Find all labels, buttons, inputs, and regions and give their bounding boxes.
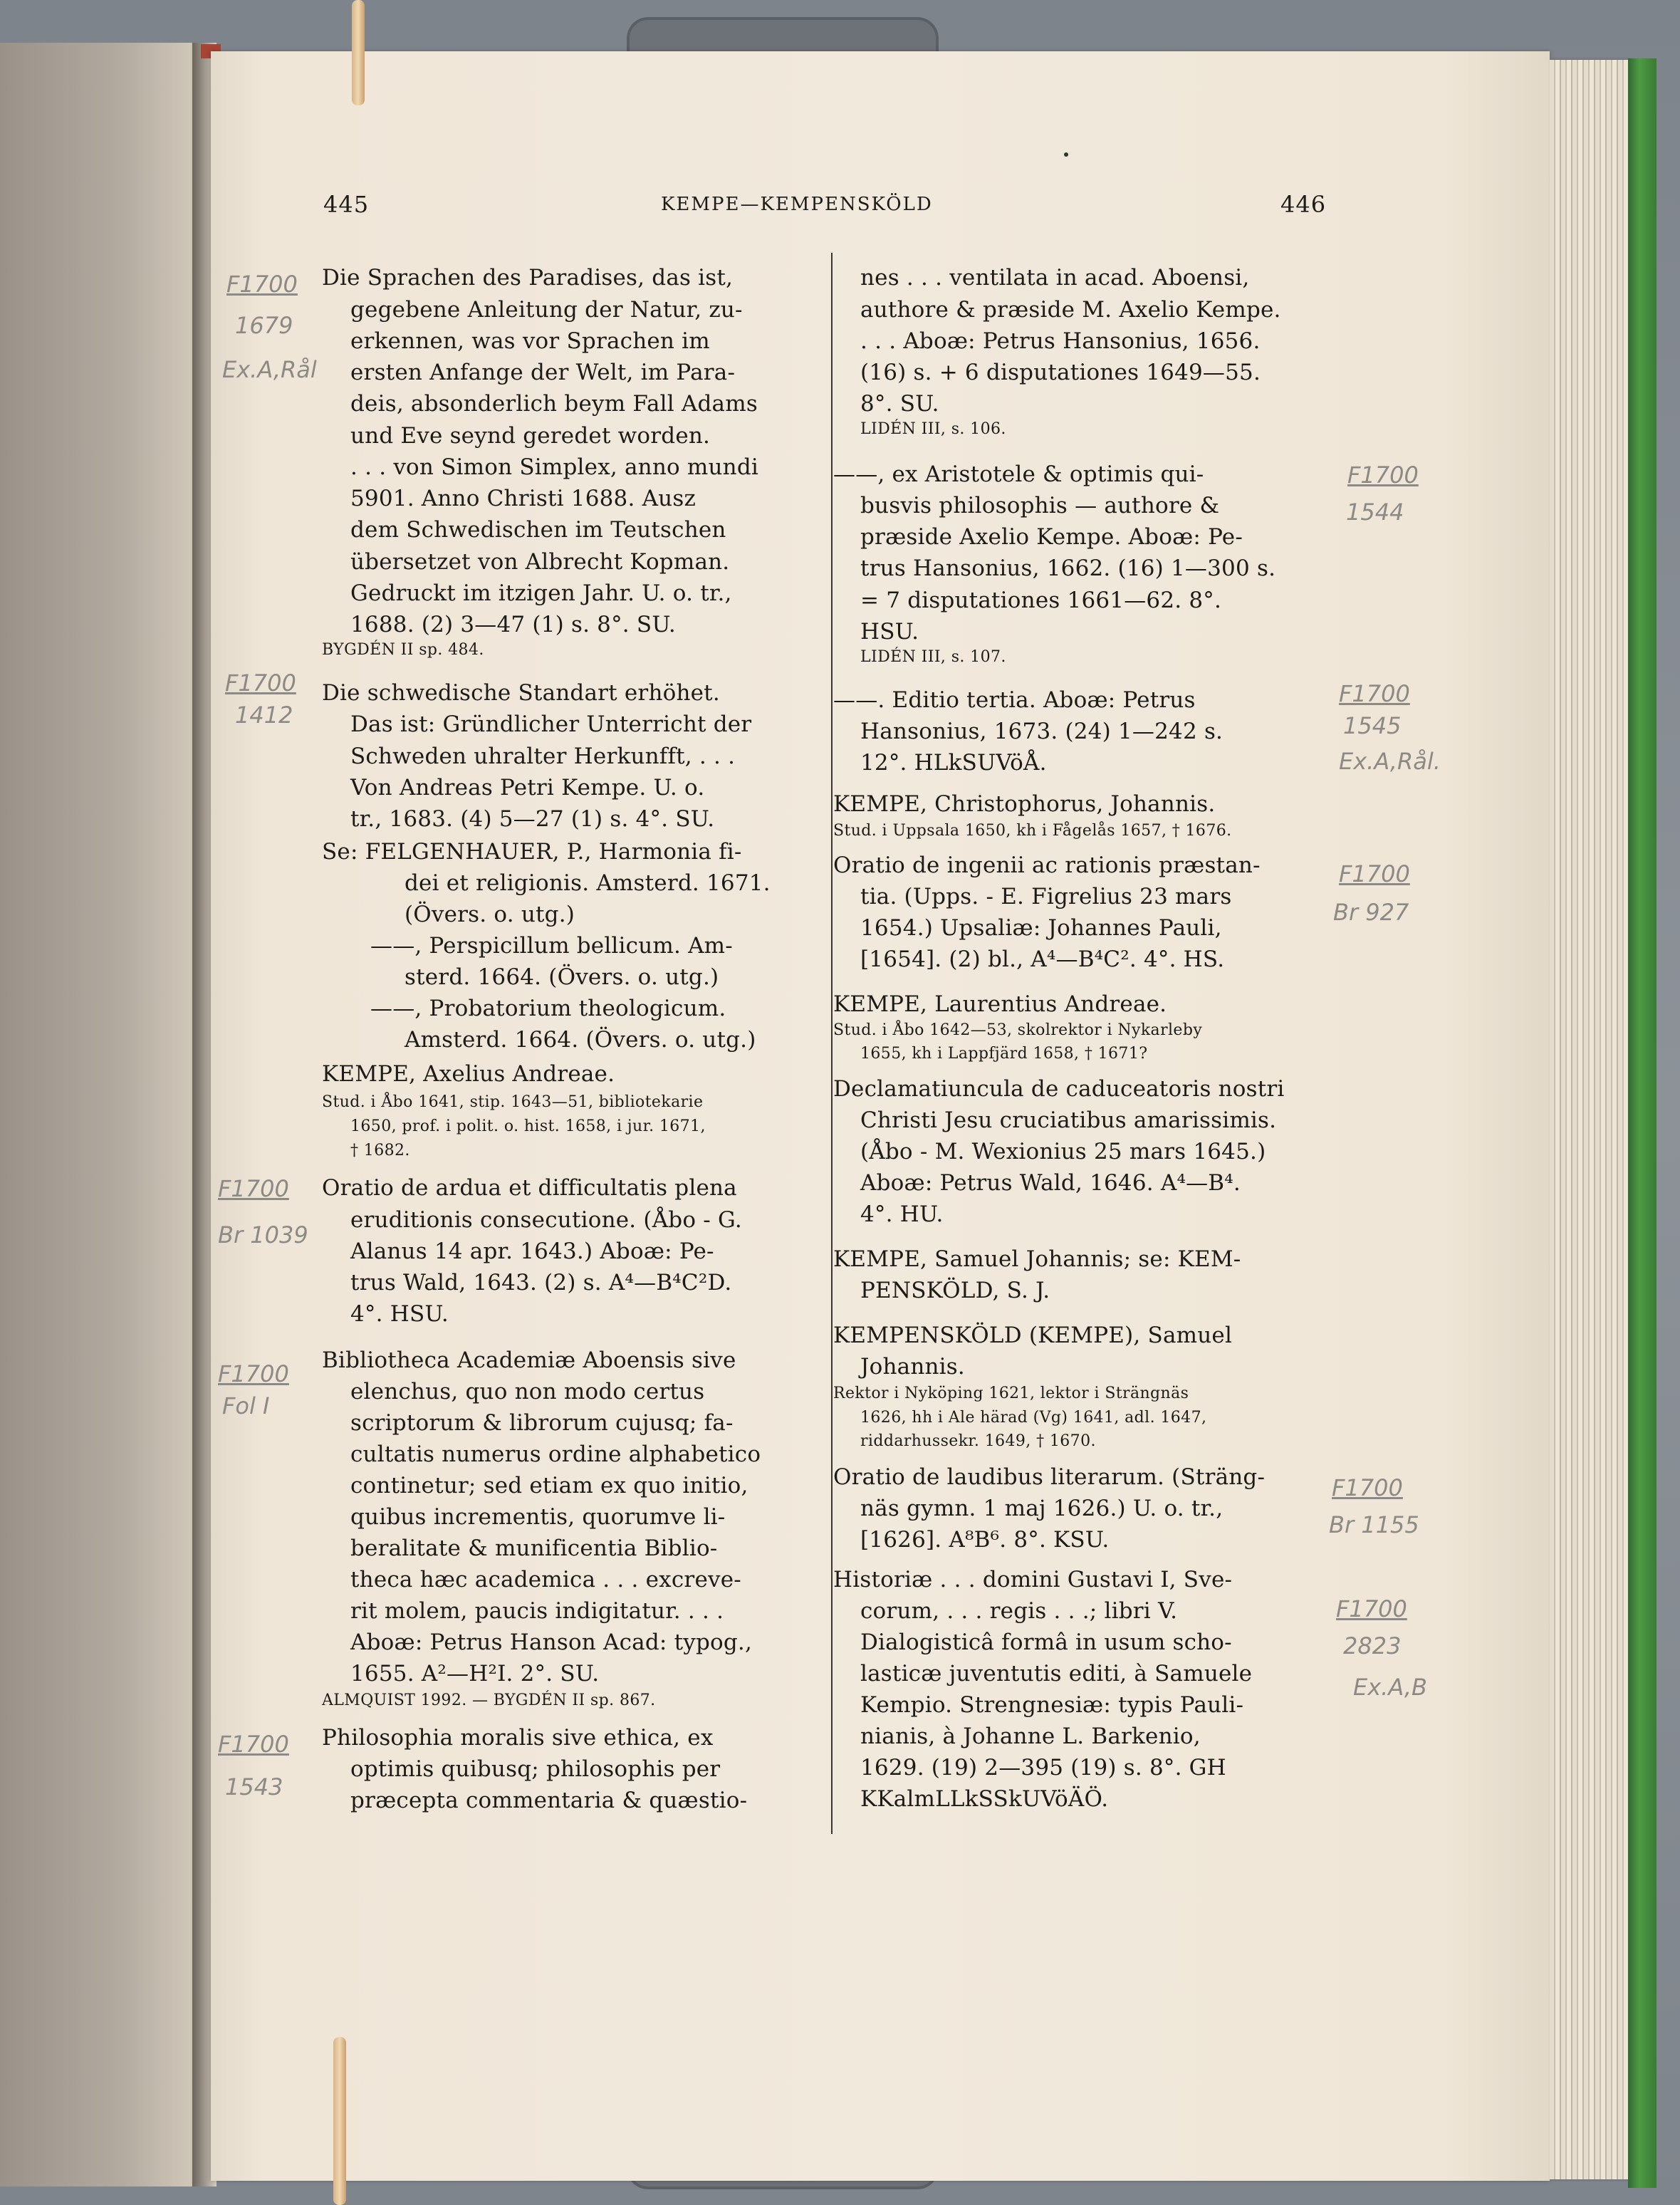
wooden-peg-top: [352, 0, 365, 105]
margin-note: F1700: [1336, 1595, 1407, 1622]
margin-note: 2823: [1343, 1632, 1402, 1659]
left-column-line: Von Andreas Petri Kempe. U. o.: [350, 775, 705, 801]
margin-note: 1543: [225, 1773, 283, 1800]
margin-note: F1700: [218, 1360, 289, 1387]
margin-note: Ex.A,Rål: [222, 356, 317, 383]
wooden-peg-bottom: [333, 2037, 346, 2205]
left-column-line: præcepta commentaria & quæstio-: [350, 1788, 748, 1813]
right-column-line: [1654]. (2) bl., A⁴—B⁴C². 4°. HS.: [860, 947, 1225, 972]
column-rule: [831, 253, 833, 1834]
right-column-line: KKalmLLkSSkUVöÄÖ.: [860, 1786, 1109, 1812]
left-column-line: Das ist: Gründlicher Unterricht der: [350, 711, 752, 737]
right-column-line: KEMPENSKÖLD (KEMPE), Samuel: [833, 1323, 1233, 1348]
left-column-line: Schweden uhralter Herkunfft, . . .: [350, 744, 736, 769]
left-column-line: . . . von Simon Simplex, anno mundi: [350, 454, 759, 480]
left-column-line: rit molem, paucis indigitatur. . . .: [350, 1598, 724, 1624]
left-column-line: 1688. (2) 3—47 (1) s. 8°. SU.: [350, 612, 676, 637]
page-number-left: 445: [323, 191, 370, 218]
right-column-line: Stud. i Uppsala 1650, kh i Fågelås 1657, † 1676.: [833, 822, 1232, 840]
margin-note: 1545: [1343, 712, 1402, 739]
right-column-line: KEMPE, Laurentius Andreae.: [833, 991, 1167, 1017]
right-column-line: Oratio de laudibus literarum. (Sträng-: [833, 1464, 1266, 1490]
right-column-line: lasticæ juventutis editi, à Samuele: [860, 1661, 1253, 1687]
margin-note: F1700: [1347, 462, 1419, 489]
left-column-line: (Övers. o. utg.): [405, 902, 575, 927]
left-column-line: Aboæ: Petrus Hanson Acad: typog.,: [350, 1630, 753, 1655]
right-column-line: HSU.: [860, 619, 919, 645]
right-column-line: ——, ex Aristotele & optimis qui-: [833, 462, 1204, 487]
page-number-right: 446: [1280, 191, 1327, 218]
margin-note: F1700: [1339, 860, 1410, 887]
left-column-line: Se: FELGENHAUER, P., Harmonia fi-: [322, 839, 742, 865]
left-column-line: 5901. Anno Christi 1688. Ausz: [350, 486, 696, 511]
right-column-line: riddarhussekr. 1649, † 1670.: [860, 1432, 1096, 1450]
right-column-line: KEMPE, Samuel Johannis; se: KEM-: [833, 1246, 1241, 1272]
left-column-line: Die schwedische Standart erhöhet.: [322, 680, 720, 706]
margin-note: 1544: [1346, 499, 1404, 526]
margin-note: 1412: [235, 702, 293, 729]
left-column-line: 1655. A²—H²I. 2°. SU.: [350, 1661, 600, 1687]
right-column-line: Stud. i Åbo 1642—53, skolrektor i Nykarleby: [833, 1021, 1203, 1039]
right-column-line: . . . Aboæ: Petrus Hansonius, 1656.: [860, 328, 1261, 354]
left-column-line: ALMQUIST 1992. — BYGDÉN II sp. 867.: [322, 1691, 656, 1709]
left-column-line: † 1682.: [350, 1142, 410, 1159]
left-column-line: cultatis numerus ordine alphabetico: [350, 1442, 761, 1467]
green-spine: [1628, 58, 1656, 2188]
right-column-line: Hansonius, 1673. (24) 1—242 s.: [860, 719, 1224, 744]
left-column-line: Philosophia moralis sive ethica, ex: [322, 1725, 714, 1751]
left-column-line: Gedruckt im itzigen Jahr. U. o. tr.,: [350, 580, 732, 606]
left-column-line: elenchus, quo non modo certus: [350, 1379, 705, 1404]
right-column-line: 12°. HLkSUVöÅ.: [860, 750, 1047, 776]
ink-dot: [1064, 152, 1068, 157]
margin-note: F1700: [1339, 680, 1410, 707]
left-column-line: 4°. HSU.: [350, 1301, 449, 1327]
right-column-line: busvis philosophis — authore &: [860, 493, 1220, 518]
margin-note: F1700: [218, 1175, 289, 1202]
left-column-line: theca hæc academica . . . excreve-: [350, 1567, 741, 1592]
left-column-line: eruditionis consecutione. (Åbo - G.: [350, 1207, 742, 1233]
margin-note: Ex.A,Rål.: [1339, 748, 1441, 775]
right-column-line: Oratio de ingenii ac rationis præstan-: [833, 853, 1261, 878]
right-column-line: Kempio. Strengnesiæ: typis Pauli-: [860, 1692, 1244, 1718]
left-column-line: und Eve seynd geredet worden.: [350, 423, 711, 449]
left-column-line: dei et religionis. Amsterd. 1671.: [405, 870, 771, 896]
right-column-line: Rektor i Nyköping 1621, lektor i Strängnäs: [833, 1385, 1189, 1402]
right-column-line: 4°. HU.: [860, 1201, 944, 1227]
right-column-line: Johannis.: [860, 1354, 965, 1380]
left-column-line: Stud. i Åbo 1641, stip. 1643—51, bibliotekarie: [322, 1093, 704, 1111]
right-column-line: [1626]. A⁸B⁶. 8°. KSU.: [860, 1527, 1110, 1553]
right-column-line: 1626, hh i Ale härad (Vg) 1641, adl. 1647,: [860, 1409, 1207, 1427]
left-column-line: erkennen, was vor Sprachen im: [350, 328, 710, 354]
margin-note: Br 927: [1333, 899, 1409, 926]
running-title: KEMPE—KEMPENSKÖLD: [661, 194, 933, 215]
left-column-line: übersetzet von Albrecht Kopman.: [350, 549, 730, 575]
right-column-line: authore & præside M. Axelio Kempe.: [860, 297, 1281, 323]
right-column-line: Dialogisticâ formâ in usum scho-: [860, 1630, 1232, 1655]
right-column-line: Christi Jesu cruciatibus amarissimis.: [860, 1107, 1277, 1133]
right-column-line: = 7 disputationes 1661—62. 8°.: [860, 588, 1222, 613]
left-column-line: ——, Probatorium theologicum.: [370, 996, 726, 1021]
left-column-line: dem Schwedischen im Teutschen: [350, 517, 726, 543]
right-column-line: KEMPE, Christophorus, Johannis.: [833, 791, 1216, 817]
left-column-line: Amsterd. 1664. (Övers. o. utg.): [405, 1027, 756, 1053]
right-column-line: ——. Editio tertia. Aboæ: Petrus: [833, 687, 1196, 713]
right-column-line: 1655, kh i Lappfjärd 1658, † 1671?: [860, 1045, 1148, 1063]
left-column-line: 1650, prof. i polit. o. hist. 1658, i jur. 1671,: [350, 1117, 706, 1135]
left-column-line: continetur; sed etiam ex quo initio,: [350, 1473, 748, 1498]
left-column-line: tr., 1683. (4) 5—27 (1) s. 4°. SU.: [350, 806, 715, 832]
right-column-line: 8°. SU.: [860, 391, 939, 417]
right-column-line: corum, . . . regis . . .; libri V.: [860, 1598, 1178, 1624]
margin-note: Fol I: [222, 1392, 270, 1419]
left-column-line: Die Sprachen des Paradises, das ist,: [322, 265, 734, 291]
right-column-line: nes . . . ventilata in acad. Aboensi,: [860, 265, 1250, 291]
left-column-line: BYGDÉN II sp. 484.: [322, 641, 484, 659]
right-column-line: præside Axelio Kempe. Aboæ: Pe-: [860, 524, 1243, 550]
left-column-line: optimis quibusq; philosophis per: [350, 1756, 721, 1782]
margin-note: F1700: [225, 669, 296, 697]
page-edges: [1550, 60, 1629, 2179]
left-column-line: quibus incrementis, quorumve li-: [350, 1504, 726, 1530]
right-column-line: PENSKÖLD, S. J.: [860, 1278, 1050, 1303]
right-column-line: näs gymn. 1 maj 1626.) U. o. tr.,: [860, 1496, 1224, 1521]
left-column-line: beralitate & munificentia Biblio-: [350, 1536, 718, 1561]
left-column-line: ersten Anfange der Welt, im Para-: [350, 360, 736, 385]
left-column-line: scriptorum & librorum cujusq; fa-: [350, 1410, 734, 1436]
right-column-line: 1629. (19) 2—395 (19) s. 8°. GH: [860, 1755, 1226, 1781]
left-column-line: sterd. 1664. (Övers. o. utg.): [405, 964, 719, 990]
right-column-line: Declamatiuncula de caduceatoris nostri: [833, 1076, 1285, 1102]
margin-note: Br 1155: [1329, 1511, 1419, 1538]
margin-note: F1700: [1332, 1474, 1403, 1501]
right-column-line: LIDÉN III, s. 106.: [860, 420, 1006, 438]
right-column-line: tia. (Upps. - E. Figrelius 23 mars: [860, 884, 1232, 909]
left-column-line: gegebene Anleitung der Natur, zu-: [350, 297, 743, 323]
right-column-line: Aboæ: Petrus Wald, 1646. A⁴—B⁴.: [860, 1170, 1241, 1196]
margin-note: 1679: [235, 312, 293, 339]
margin-note: F1700: [218, 1731, 289, 1758]
margin-note: Ex.A,B: [1353, 1674, 1427, 1701]
right-column-line: Historiæ . . . domini Gustavi I, Sve-: [833, 1567, 1233, 1592]
right-column-line: (16) s. + 6 disputationes 1649—55.: [860, 360, 1261, 385]
margin-note: Br 1039: [218, 1221, 308, 1249]
right-column-line: trus Hansonius, 1662. (16) 1—300 s.: [860, 556, 1276, 581]
right-column-line: (Åbo - M. Wexionius 25 mars 1645.): [860, 1139, 1266, 1164]
left-column-line: KEMPE, Axelius Andreae.: [322, 1061, 615, 1087]
left-column-line: ——, Perspicillum bellicum. Am-: [370, 933, 733, 959]
right-column-line: 1654.) Upsaliæ: Johannes Pauli,: [860, 915, 1222, 941]
margin-note: F1700: [226, 271, 298, 298]
left-column-line: trus Wald, 1643. (2) s. A⁴—B⁴C²D.: [350, 1270, 732, 1296]
left-column-line: deis, absonderlich beym Fall Adams: [350, 391, 758, 417]
facing-page-edge: [0, 43, 207, 2186]
right-column-line: nianis, à Johanne L. Barkenio,: [860, 1724, 1201, 1749]
right-column-line: LIDÉN III, s. 107.: [860, 648, 1006, 666]
left-column-line: Bibliotheca Academiæ Aboensis sive: [322, 1348, 736, 1373]
left-column-line: Oratio de ardua et difficultatis plena: [322, 1175, 737, 1201]
left-column-line: Alanus 14 apr. 1643.) Aboæ: Pe-: [350, 1239, 714, 1264]
